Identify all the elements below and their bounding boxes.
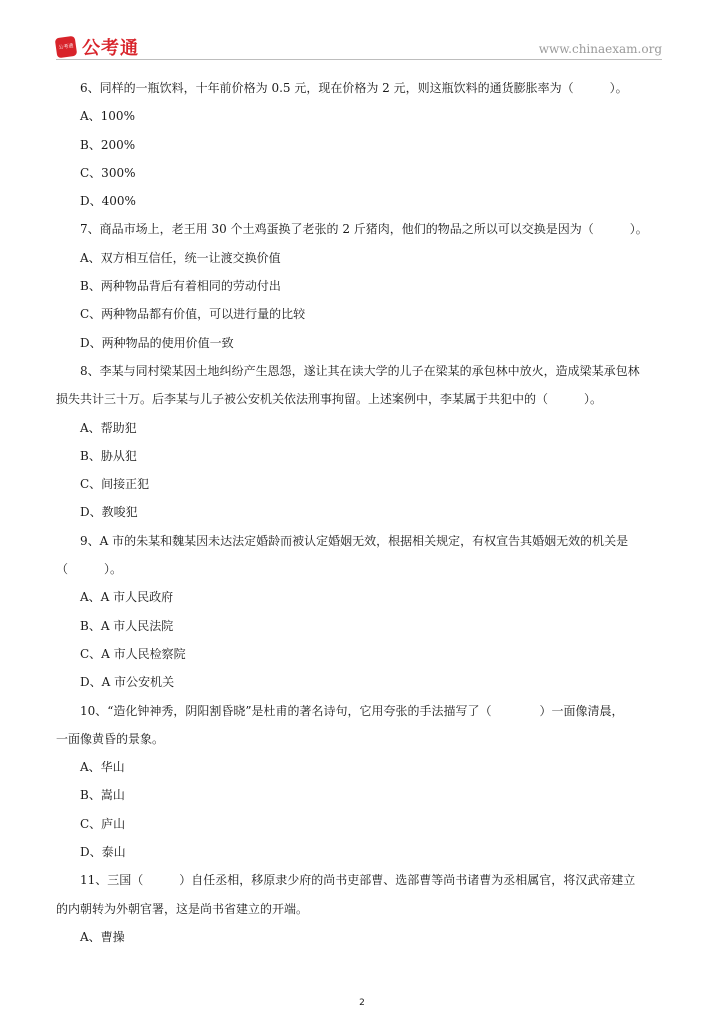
question-text-continued: 的内朝转为外朝官署，这是尚书省建立的开端。 <box>56 901 309 916</box>
answer-option: D、两种物品的使用价值一致 <box>80 335 234 350</box>
answer-option: C、间接正犯 <box>80 477 150 492</box>
answer-option: D、泰山 <box>80 845 126 860</box>
answer-option: C、庐山 <box>80 816 126 831</box>
question-text: 10、“造化钟神秀，阴阳割昏晓”是杜甫的著名诗句，它用夸张的手法描写了（ ）一面像清晨， <box>80 703 624 718</box>
page-number: 2 <box>359 998 365 1008</box>
answer-option: B、嵩山 <box>80 788 125 803</box>
answer-option: C、300% <box>80 165 136 180</box>
answer-option: D、A 市公安机关 <box>80 675 175 690</box>
logo <box>56 34 139 60</box>
answer-option: B、胁从犯 <box>80 448 137 463</box>
question-text: 8、李某与同村梁某因土地纠纷产生恩怨，遂让其在读大学的儿子在梁某的承包林中放火，造成梁某承包林 <box>80 363 640 378</box>
answer-option: C、A 市人民检察院 <box>80 646 186 661</box>
answer-option: A、100% <box>80 109 135 124</box>
answer-option: D、教唆犯 <box>80 505 138 520</box>
question-text: 11、三国（ ）自任丞相，移原隶少府的尚书吏部曹、选部曹等尚书诸曹为丞相属官，将汉武帝建立 <box>80 873 636 888</box>
question-text-continued: 一面像黄昏的景象。 <box>56 731 165 746</box>
answer-option: D、400% <box>80 194 136 209</box>
question-content <box>56 74 668 951</box>
answer-option: A、华山 <box>80 760 125 775</box>
answer-option: A、A 市人民政府 <box>80 590 174 605</box>
logo-text: 公考通 <box>82 38 139 59</box>
question-text: 9、A 市的朱某和魏某因未达法定婚龄而被认定婚姻无效，根据相关规定，有权宣告其婚姻无效的机关是 <box>80 533 629 548</box>
answer-option: A、帮助犯 <box>80 420 137 435</box>
answer-option: B、200% <box>80 137 136 152</box>
site-url: www.chinaexam.org <box>538 42 662 56</box>
answer-option: B、A 市人民法院 <box>80 618 174 633</box>
question-text-continued: （ ）。 <box>56 562 123 577</box>
question-text: 6、同样的一瓶饮料，十年前价格为 0.5 元，现在价格为 2 元，则这瓶饮料的通货膨胀率为（ ）。 <box>80 81 628 95</box>
logo-badge-icon: 公考通 <box>55 36 78 59</box>
header-divider <box>56 59 662 60</box>
answer-option: A、双方相互信任，统一让渡交换价值 <box>80 250 281 265</box>
question-text-continued: 损失共计三十万。后李某与儿子被公安机关依法刑事拘留。上述案例中，李某属于共犯中的（ ）。 <box>56 392 603 407</box>
answer-option: C、两种物品都有价值，可以进行量的比较 <box>80 307 306 322</box>
answer-option: A、曹操 <box>80 929 125 944</box>
question-text: 7、商品市场上，老王用 30 个土鸡蛋换了老张的 2 斤猪肉，他们的物品之所以可以交换是因为（ ）。 <box>80 222 648 237</box>
answer-option: B、两种物品背后有着相同的劳动付出 <box>80 279 281 294</box>
page-header <box>56 34 662 60</box>
